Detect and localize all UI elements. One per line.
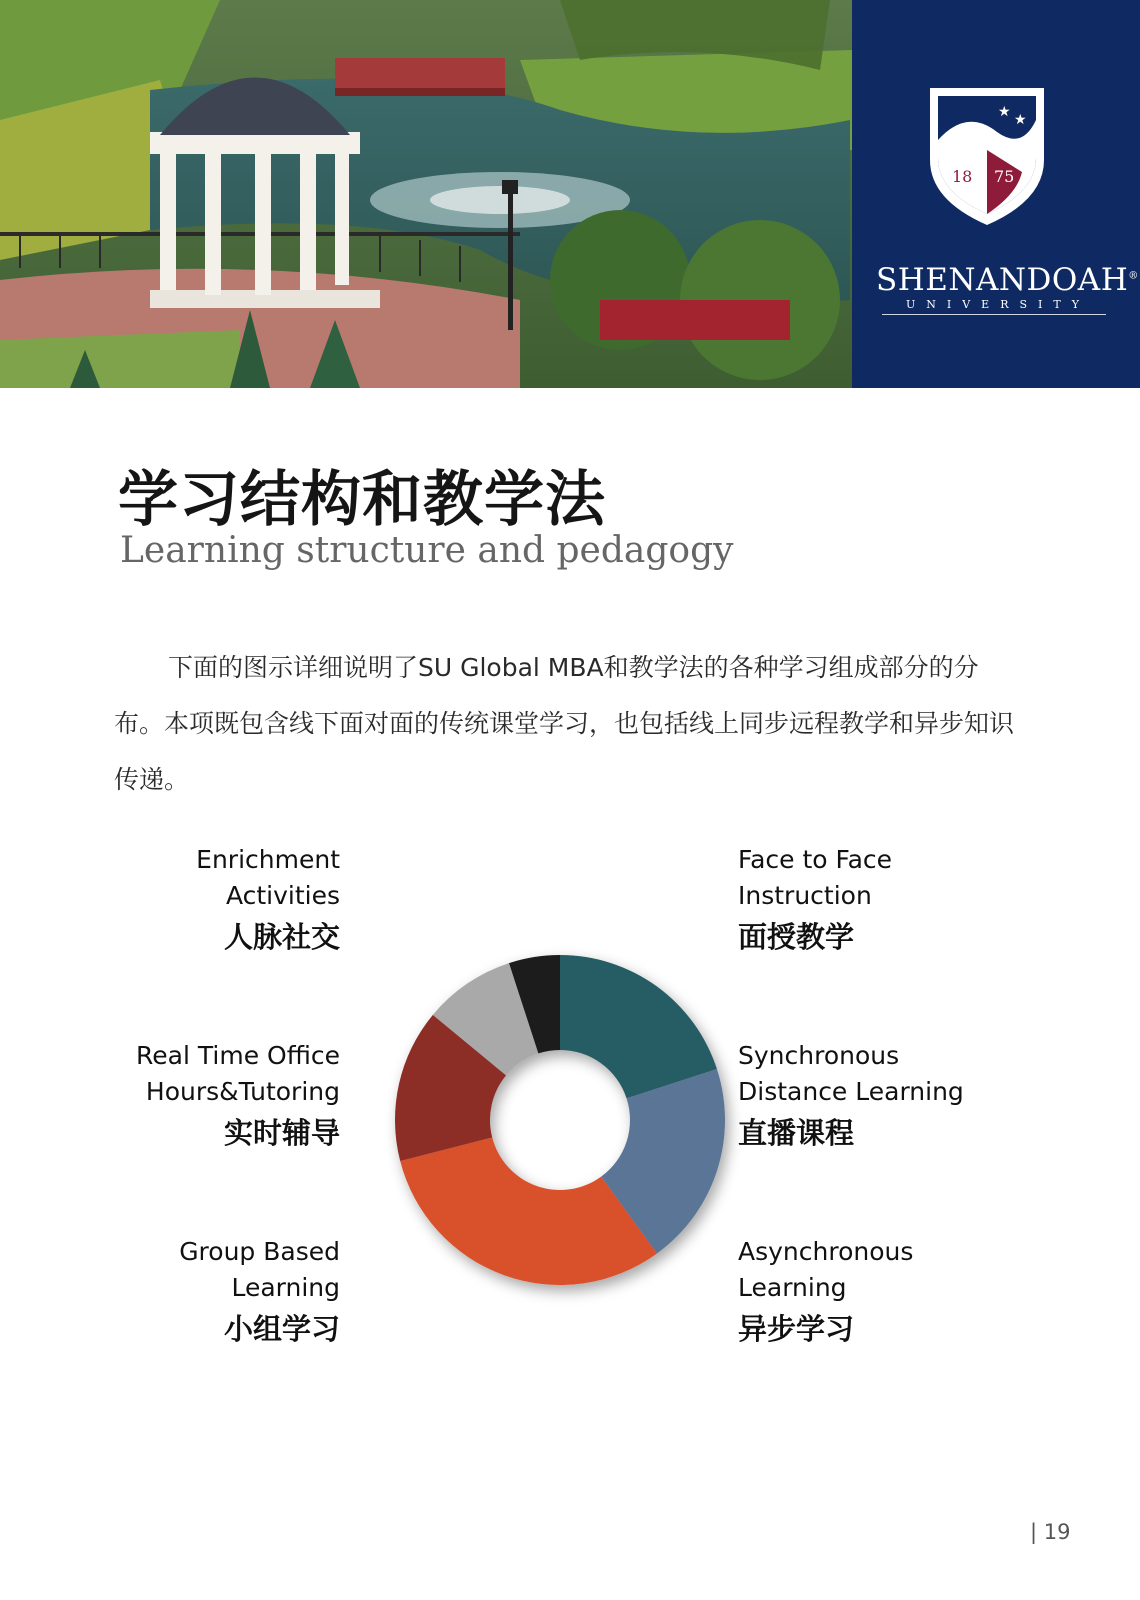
- label-synchronous-distance: [738, 1038, 998, 1154]
- page-title-en: Learning structure and pedagogy: [120, 530, 734, 571]
- svg-text:75: 75: [994, 167, 1015, 186]
- label-enrichment-activities: [80, 842, 340, 958]
- label-cn: 实时辅导: [223, 1116, 340, 1150]
- label-en-line1: Face to Face: [738, 845, 893, 874]
- university-name: SHENANDOAH: [876, 262, 1129, 298]
- label-en-line1: Real Time Office: [136, 1041, 340, 1070]
- label-face-to-face: [738, 842, 998, 958]
- svg-text:★: ★: [1014, 112, 1027, 128]
- label-en-line2: Distance Learning: [738, 1077, 964, 1106]
- label-cn: 小组学习: [223, 1312, 340, 1346]
- label-group-based-learning: [80, 1234, 340, 1350]
- label-en-line2: Learning: [231, 1273, 340, 1302]
- label-en-line2: Activities: [225, 881, 340, 910]
- label-asynchronous-learning: [738, 1234, 998, 1350]
- label-en-line2: Instruction: [738, 881, 872, 910]
- intro-paragraph: 下面的图示详细说明了SU Global MBA和教学法的各种学习组成部分的分布。本项既包含线下面对面的传统课堂学习，也包括线上同步远程教学和异步知识传递。: [114, 653, 1015, 794]
- page-title-cn: 学习结构和教学法: [118, 465, 606, 535]
- label-cn: 人脉社交: [223, 920, 340, 954]
- wordmark-rule: [882, 314, 1106, 315]
- label-cn: 直播课程: [738, 1116, 855, 1150]
- logo-panel: [852, 0, 1140, 388]
- label-en-line1: Group Based: [179, 1237, 340, 1266]
- learning-distribution-donut-chart: [380, 940, 740, 1300]
- svg-text:18: 18: [952, 167, 973, 186]
- label-en-line1: Asynchronous: [738, 1237, 914, 1266]
- svg-text:★: ★: [998, 104, 1011, 120]
- label-en-line2: Hours&Tutoring: [145, 1077, 340, 1106]
- label-en-line1: Enrichment: [196, 845, 340, 874]
- label-en-line2: Learning: [738, 1273, 847, 1302]
- university-crest-icon: [922, 80, 1052, 230]
- campus-photo: [0, 0, 852, 388]
- page-number: | 19: [1030, 1520, 1071, 1544]
- label-cn: 面授教学: [738, 920, 855, 954]
- university-subtitle: UNIVERSITY: [906, 298, 1090, 311]
- label-real-time-tutoring: [80, 1038, 340, 1154]
- label-en-line1: Synchronous: [738, 1041, 900, 1070]
- label-cn: 异步学习: [738, 1312, 855, 1346]
- university-wordmark: SHENANDOAH®: [876, 262, 1139, 298]
